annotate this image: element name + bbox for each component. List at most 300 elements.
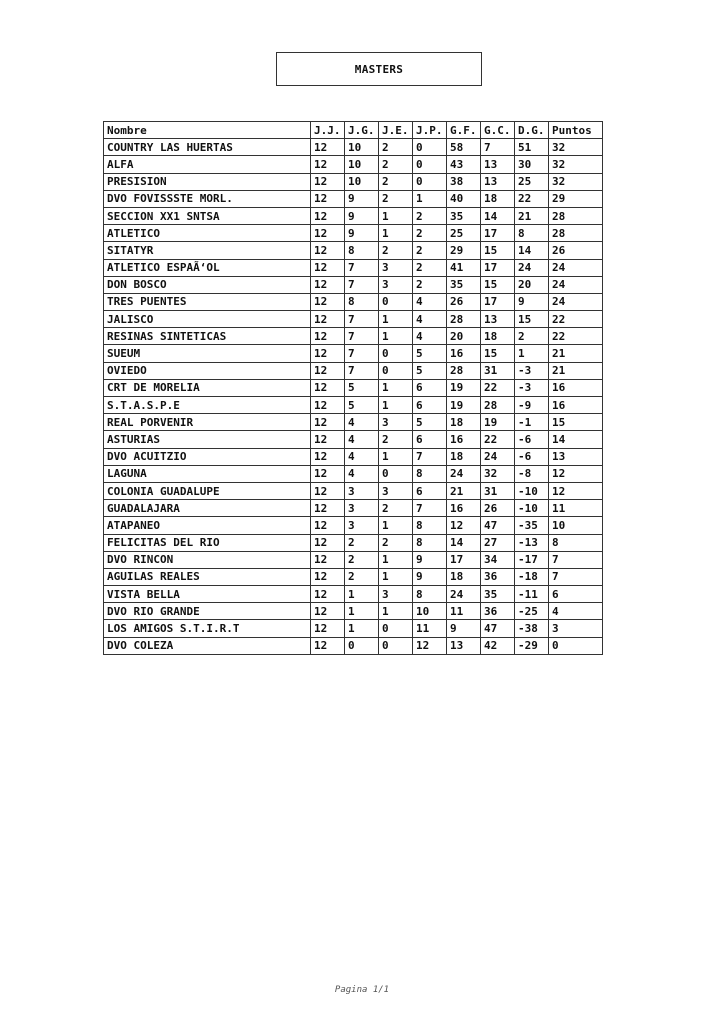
cell-dg: -10 <box>515 482 549 499</box>
cell-name: REAL PORVENIR <box>104 414 311 431</box>
cell-jg: 10 <box>345 173 379 190</box>
cell-jp: 9 <box>413 551 447 568</box>
column-header-gf: G.F. <box>447 122 481 139</box>
cell-jj: 12 <box>311 551 345 568</box>
cell-jj: 12 <box>311 482 345 499</box>
table-row <box>104 242 603 259</box>
cell-jg: 10 <box>345 156 379 173</box>
cell-dg: 20 <box>515 276 549 293</box>
cell-name: ATAPANEO <box>104 517 311 534</box>
cell-gc: 31 <box>481 482 515 499</box>
cell-gc: 36 <box>481 603 515 620</box>
cell-jg: 7 <box>345 259 379 276</box>
cell-gf: 41 <box>447 259 481 276</box>
cell-jj: 12 <box>311 345 345 362</box>
cell-jj: 12 <box>311 207 345 224</box>
cell-name: DVO RIO GRANDE <box>104 603 311 620</box>
cell-gf: 14 <box>447 534 481 551</box>
cell-jp: 2 <box>413 207 447 224</box>
cell-name: ATLETICO <box>104 225 311 242</box>
cell-gf: 28 <box>447 362 481 379</box>
cell-dg: -17 <box>515 551 549 568</box>
cell-jp: 5 <box>413 414 447 431</box>
cell-gf: 35 <box>447 207 481 224</box>
cell-jj: 12 <box>311 276 345 293</box>
cell-jp: 0 <box>413 139 447 156</box>
cell-jj: 12 <box>311 620 345 637</box>
cell-dg: -29 <box>515 637 549 654</box>
cell-puntos: 7 <box>549 551 603 568</box>
cell-puntos: 14 <box>549 431 603 448</box>
cell-jp: 8 <box>413 534 447 551</box>
cell-gc: 24 <box>481 448 515 465</box>
cell-jg: 3 <box>345 517 379 534</box>
cell-je: 2 <box>379 156 413 173</box>
cell-jj: 12 <box>311 311 345 328</box>
cell-gc: 13 <box>481 173 515 190</box>
cell-gc: 22 <box>481 431 515 448</box>
cell-jp: 2 <box>413 225 447 242</box>
cell-gc: 22 <box>481 379 515 396</box>
cell-jg: 9 <box>345 225 379 242</box>
cell-dg: -6 <box>515 448 549 465</box>
cell-gf: 12 <box>447 517 481 534</box>
cell-jj: 12 <box>311 173 345 190</box>
cell-jj: 12 <box>311 397 345 414</box>
table-row <box>104 345 603 362</box>
cell-gf: 43 <box>447 156 481 173</box>
cell-je: 3 <box>379 259 413 276</box>
cell-jp: 7 <box>413 500 447 517</box>
cell-gf: 16 <box>447 345 481 362</box>
cell-gc: 18 <box>481 328 515 345</box>
cell-jg: 7 <box>345 311 379 328</box>
cell-jp: 8 <box>413 465 447 482</box>
cell-puntos: 32 <box>549 173 603 190</box>
cell-jp: 12 <box>413 637 447 654</box>
cell-jp: 4 <box>413 311 447 328</box>
cell-jj: 12 <box>311 225 345 242</box>
cell-dg: -6 <box>515 431 549 448</box>
cell-dg: -35 <box>515 517 549 534</box>
cell-name: GUADALAJARA <box>104 500 311 517</box>
cell-jp: 6 <box>413 379 447 396</box>
cell-dg: -3 <box>515 362 549 379</box>
cell-je: 1 <box>379 328 413 345</box>
cell-gc: 47 <box>481 620 515 637</box>
cell-gf: 24 <box>447 465 481 482</box>
cell-jj: 12 <box>311 586 345 603</box>
cell-gc: 15 <box>481 242 515 259</box>
cell-jj: 12 <box>311 379 345 396</box>
table-row <box>104 379 603 396</box>
standings-table <box>103 121 603 655</box>
cell-gc: 17 <box>481 225 515 242</box>
cell-jp: 5 <box>413 345 447 362</box>
cell-gf: 16 <box>447 500 481 517</box>
cell-name: DVO RINCON <box>104 551 311 568</box>
cell-name: LAGUNA <box>104 465 311 482</box>
table-row <box>104 311 603 328</box>
cell-jp: 0 <box>413 156 447 173</box>
cell-jj: 12 <box>311 293 345 310</box>
table-row <box>104 517 603 534</box>
cell-puntos: 24 <box>549 293 603 310</box>
cell-gf: 28 <box>447 311 481 328</box>
cell-dg: 22 <box>515 190 549 207</box>
cell-gf: 13 <box>447 637 481 654</box>
cell-name: RESINAS SINTETICAS <box>104 328 311 345</box>
cell-dg: 25 <box>515 173 549 190</box>
cell-jp: 7 <box>413 448 447 465</box>
cell-je: 0 <box>379 345 413 362</box>
cell-dg: 51 <box>515 139 549 156</box>
table-row <box>104 568 603 585</box>
cell-puntos: 6 <box>549 586 603 603</box>
cell-jg: 2 <box>345 534 379 551</box>
cell-je: 0 <box>379 293 413 310</box>
cell-name: SITATYR <box>104 242 311 259</box>
cell-jg: 2 <box>345 568 379 585</box>
cell-dg: -11 <box>515 586 549 603</box>
cell-dg: -25 <box>515 603 549 620</box>
cell-jj: 12 <box>311 190 345 207</box>
cell-gf: 18 <box>447 448 481 465</box>
column-header-gc: G.C. <box>481 122 515 139</box>
cell-gc: 15 <box>481 345 515 362</box>
table-row <box>104 173 603 190</box>
cell-name: DVO FOVISSSTE MORL. <box>104 190 311 207</box>
cell-je: 2 <box>379 139 413 156</box>
cell-puntos: 10 <box>549 517 603 534</box>
cell-jg: 10 <box>345 139 379 156</box>
cell-jj: 12 <box>311 242 345 259</box>
cell-jp: 9 <box>413 568 447 585</box>
cell-dg: 24 <box>515 259 549 276</box>
cell-je: 2 <box>379 500 413 517</box>
cell-puntos: 15 <box>549 414 603 431</box>
cell-je: 0 <box>379 362 413 379</box>
document-title: MASTERS <box>276 52 482 86</box>
cell-jp: 5 <box>413 362 447 379</box>
cell-je: 2 <box>379 242 413 259</box>
cell-jj: 12 <box>311 362 345 379</box>
cell-gf: 17 <box>447 551 481 568</box>
cell-puntos: 7 <box>549 568 603 585</box>
cell-gc: 32 <box>481 465 515 482</box>
cell-gf: 11 <box>447 603 481 620</box>
cell-jg: 5 <box>345 379 379 396</box>
cell-dg: -13 <box>515 534 549 551</box>
cell-jg: 4 <box>345 414 379 431</box>
cell-gc: 34 <box>481 551 515 568</box>
cell-jg: 8 <box>345 242 379 259</box>
cell-jp: 8 <box>413 517 447 534</box>
cell-name: PRESISION <box>104 173 311 190</box>
cell-jj: 12 <box>311 448 345 465</box>
cell-jj: 12 <box>311 637 345 654</box>
cell-gf: 25 <box>447 225 481 242</box>
cell-puntos: 21 <box>549 345 603 362</box>
column-header-dg: D.G. <box>515 122 549 139</box>
cell-dg: 30 <box>515 156 549 173</box>
column-header-puntos: Puntos <box>549 122 603 139</box>
cell-je: 1 <box>379 448 413 465</box>
cell-puntos: 24 <box>549 259 603 276</box>
cell-jj: 12 <box>311 156 345 173</box>
table-row <box>104 259 603 276</box>
cell-name: CRT DE MORELIA <box>104 379 311 396</box>
cell-puntos: 12 <box>549 482 603 499</box>
cell-puntos: 24 <box>549 276 603 293</box>
column-header-jp: J.P. <box>413 122 447 139</box>
cell-puntos: 8 <box>549 534 603 551</box>
cell-puntos: 29 <box>549 190 603 207</box>
cell-gf: 20 <box>447 328 481 345</box>
cell-name: COLONIA GUADALUPE <box>104 482 311 499</box>
cell-puntos: 28 <box>549 225 603 242</box>
cell-jj: 12 <box>311 431 345 448</box>
table-row <box>104 225 603 242</box>
cell-je: 1 <box>379 225 413 242</box>
cell-name: ALFA <box>104 156 311 173</box>
cell-jg: 3 <box>345 482 379 499</box>
cell-jg: 4 <box>345 465 379 482</box>
cell-gc: 17 <box>481 293 515 310</box>
cell-dg: 1 <box>515 345 549 362</box>
table-row <box>104 620 603 637</box>
cell-je: 0 <box>379 465 413 482</box>
cell-jg: 1 <box>345 586 379 603</box>
cell-gf: 24 <box>447 586 481 603</box>
table-row <box>104 551 603 568</box>
column-header-je: J.E. <box>379 122 413 139</box>
cell-name: JALISCO <box>104 311 311 328</box>
cell-puntos: 22 <box>549 328 603 345</box>
cell-je: 1 <box>379 603 413 620</box>
cell-gf: 21 <box>447 482 481 499</box>
cell-dg: 9 <box>515 293 549 310</box>
cell-je: 3 <box>379 482 413 499</box>
cell-dg: -1 <box>515 414 549 431</box>
cell-gc: 27 <box>481 534 515 551</box>
cell-je: 3 <box>379 586 413 603</box>
cell-name: VISTA BELLA <box>104 586 311 603</box>
table-row <box>104 190 603 207</box>
cell-gf: 29 <box>447 242 481 259</box>
cell-je: 1 <box>379 568 413 585</box>
cell-dg: -8 <box>515 465 549 482</box>
cell-je: 3 <box>379 276 413 293</box>
column-header-jg: J.G. <box>345 122 379 139</box>
cell-jg: 7 <box>345 345 379 362</box>
cell-gc: 18 <box>481 190 515 207</box>
cell-gc: 19 <box>481 414 515 431</box>
cell-jg: 7 <box>345 362 379 379</box>
cell-jj: 12 <box>311 139 345 156</box>
cell-gc: 47 <box>481 517 515 534</box>
cell-gf: 18 <box>447 414 481 431</box>
cell-name: SECCION XX1 SNTSA <box>104 207 311 224</box>
cell-je: 1 <box>379 379 413 396</box>
cell-jp: 2 <box>413 259 447 276</box>
cell-gf: 18 <box>447 568 481 585</box>
cell-name: ATLETICO ESPAÃ‘OL <box>104 259 311 276</box>
cell-gc: 35 <box>481 586 515 603</box>
cell-jp: 11 <box>413 620 447 637</box>
table-row <box>104 637 603 654</box>
cell-jp: 6 <box>413 397 447 414</box>
page-footer: Pagina 1/1 <box>334 985 390 995</box>
cell-name: ASTURIAS <box>104 431 311 448</box>
cell-jg: 8 <box>345 293 379 310</box>
table-row <box>104 293 603 310</box>
table-row <box>104 482 603 499</box>
cell-je: 1 <box>379 311 413 328</box>
cell-jg: 1 <box>345 620 379 637</box>
table-row <box>104 276 603 293</box>
cell-jj: 12 <box>311 603 345 620</box>
table-row <box>104 448 603 465</box>
cell-jp: 6 <box>413 482 447 499</box>
table-header <box>104 122 603 139</box>
cell-gc: 7 <box>481 139 515 156</box>
cell-je: 0 <box>379 620 413 637</box>
cell-jj: 12 <box>311 328 345 345</box>
cell-jj: 12 <box>311 414 345 431</box>
cell-puntos: 0 <box>549 637 603 654</box>
table-row <box>104 603 603 620</box>
cell-je: 2 <box>379 173 413 190</box>
cell-jj: 12 <box>311 517 345 534</box>
table-row <box>104 586 603 603</box>
cell-jg: 9 <box>345 190 379 207</box>
table-row <box>104 465 603 482</box>
cell-gc: 13 <box>481 156 515 173</box>
cell-jp: 2 <box>413 276 447 293</box>
cell-jg: 1 <box>345 603 379 620</box>
cell-name: FELICITAS DEL RIO <box>104 534 311 551</box>
cell-jp: 2 <box>413 242 447 259</box>
cell-name: COUNTRY LAS HUERTAS <box>104 139 311 156</box>
cell-jp: 6 <box>413 431 447 448</box>
cell-gf: 19 <box>447 397 481 414</box>
cell-dg: -9 <box>515 397 549 414</box>
cell-gf: 26 <box>447 293 481 310</box>
table-row <box>104 328 603 345</box>
cell-gf: 40 <box>447 190 481 207</box>
cell-name: S.T.A.S.P.E <box>104 397 311 414</box>
cell-jg: 2 <box>345 551 379 568</box>
cell-gc: 28 <box>481 397 515 414</box>
cell-dg: -3 <box>515 379 549 396</box>
cell-name: DVO COLEZA <box>104 637 311 654</box>
cell-jg: 5 <box>345 397 379 414</box>
cell-puntos: 16 <box>549 397 603 414</box>
cell-jg: 7 <box>345 328 379 345</box>
cell-jp: 1 <box>413 190 447 207</box>
cell-jj: 12 <box>311 500 345 517</box>
cell-dg: -38 <box>515 620 549 637</box>
table-row <box>104 534 603 551</box>
cell-gc: 31 <box>481 362 515 379</box>
cell-gf: 58 <box>447 139 481 156</box>
column-header-jj: J.J. <box>311 122 345 139</box>
cell-gc: 26 <box>481 500 515 517</box>
cell-puntos: 3 <box>549 620 603 637</box>
cell-gf: 35 <box>447 276 481 293</box>
cell-gc: 14 <box>481 207 515 224</box>
cell-name: OVIEDO <box>104 362 311 379</box>
table-row <box>104 431 603 448</box>
table-row <box>104 362 603 379</box>
cell-dg: 8 <box>515 225 549 242</box>
cell-dg: 15 <box>515 311 549 328</box>
cell-jj: 12 <box>311 534 345 551</box>
cell-je: 1 <box>379 517 413 534</box>
cell-name: TRES PUENTES <box>104 293 311 310</box>
cell-jp: 8 <box>413 586 447 603</box>
cell-je: 3 <box>379 414 413 431</box>
cell-dg: -18 <box>515 568 549 585</box>
cell-puntos: 16 <box>549 379 603 396</box>
cell-jp: 0 <box>413 173 447 190</box>
cell-puntos: 22 <box>549 311 603 328</box>
cell-gc: 15 <box>481 276 515 293</box>
cell-je: 2 <box>379 534 413 551</box>
column-header-name: Nombre <box>104 122 311 139</box>
cell-gc: 36 <box>481 568 515 585</box>
cell-jp: 10 <box>413 603 447 620</box>
cell-gf: 16 <box>447 431 481 448</box>
cell-gc: 17 <box>481 259 515 276</box>
cell-puntos: 32 <box>549 139 603 156</box>
cell-name: DON BOSCO <box>104 276 311 293</box>
table-row <box>104 139 603 156</box>
cell-je: 1 <box>379 397 413 414</box>
cell-dg: 2 <box>515 328 549 345</box>
cell-name: DVO ACUITZIO <box>104 448 311 465</box>
cell-puntos: 13 <box>549 448 603 465</box>
cell-je: 0 <box>379 637 413 654</box>
cell-puntos: 32 <box>549 156 603 173</box>
cell-jj: 12 <box>311 568 345 585</box>
cell-je: 2 <box>379 190 413 207</box>
table-row <box>104 156 603 173</box>
cell-puntos: 4 <box>549 603 603 620</box>
cell-puntos: 21 <box>549 362 603 379</box>
cell-jg: 4 <box>345 448 379 465</box>
cell-name: LOS AMIGOS S.T.I.R.T <box>104 620 311 637</box>
cell-jj: 12 <box>311 259 345 276</box>
cell-puntos: 26 <box>549 242 603 259</box>
cell-dg: 21 <box>515 207 549 224</box>
table-row <box>104 500 603 517</box>
cell-dg: 14 <box>515 242 549 259</box>
table-row <box>104 414 603 431</box>
table-body <box>104 139 603 655</box>
cell-puntos: 28 <box>549 207 603 224</box>
cell-puntos: 12 <box>549 465 603 482</box>
cell-je: 1 <box>379 551 413 568</box>
cell-gf: 9 <box>447 620 481 637</box>
cell-je: 2 <box>379 431 413 448</box>
cell-gc: 42 <box>481 637 515 654</box>
cell-jg: 9 <box>345 207 379 224</box>
cell-name: SUEUM <box>104 345 311 362</box>
cell-name: AGUILAS REALES <box>104 568 311 585</box>
cell-jg: 4 <box>345 431 379 448</box>
